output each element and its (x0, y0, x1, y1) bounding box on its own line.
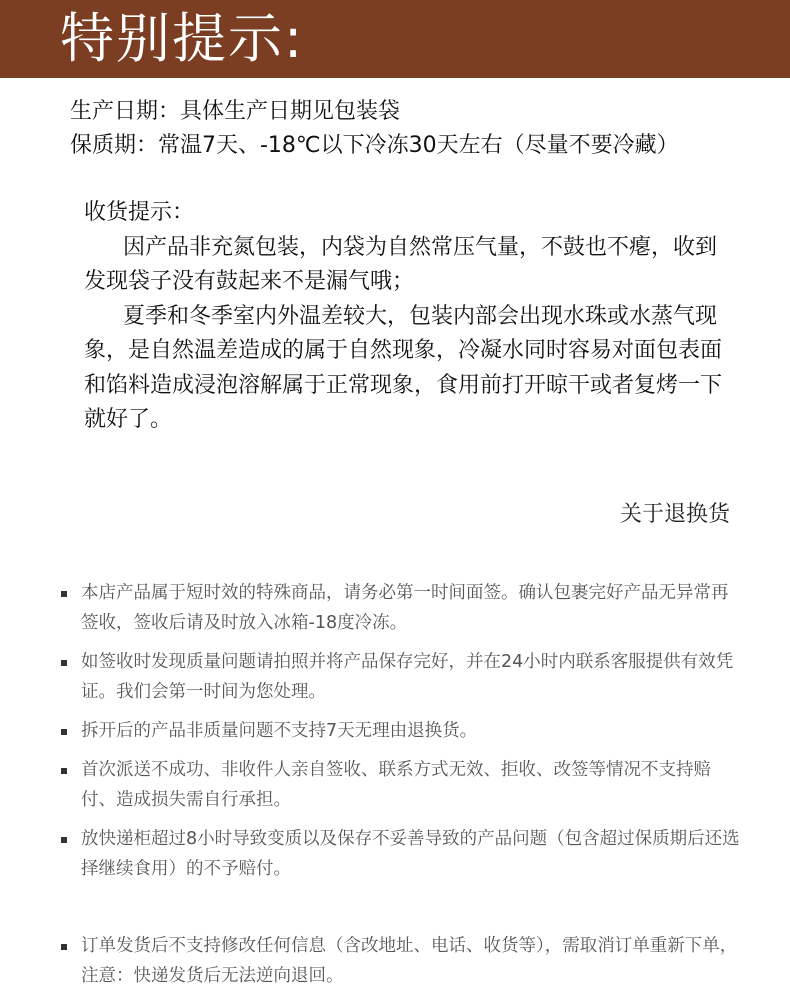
list-item-text: 首次派送不成功、非收件人亲自签收、联系方式无效、拒收、改签等情况不支持赔付、造成损失需自行承担。 (81, 760, 711, 810)
returns-policy-list (60, 578, 740, 1000)
receiving-notice-heading: 收货提示： (84, 200, 195, 225)
header-banner (0, 0, 790, 78)
receiving-notice-paragraph: 夏季和冬季室内外温差较大，包装内部会出现水珠或水蒸气现象，是自然温差造成的属于自然现象，冷凝水同时容易对面包表面和馅料造成浸泡溶解属于正常现象，食用前打开晾干或者复烤一下就好了。 (84, 303, 723, 432)
list-item-text: 如签收时发现质量问题请拍照并将产品保存完好，并在24小时内联系客服提供有效凭证。我们会第一时间为您处理。 (81, 652, 734, 702)
list-item (60, 578, 740, 638)
page-title: 特别提示: (60, 7, 305, 70)
list-item (60, 755, 740, 815)
list-item-text: 本店产品属于短时效的特殊商品，请务必第一时间面签。确认包裹完好产品无异常再签收，签收后请及时放入冰箱-18度冷冻。 (81, 583, 729, 633)
list-item-text: 订单发货后不支持修改任何信息（含改地址、电话、收货等），需取消订单重新下单，注意：快递发货后无法逆向退回。 (81, 936, 738, 986)
square-bullet-icon (61, 768, 67, 774)
list-item (60, 824, 740, 884)
returns-section-title: 关于退换货 (619, 502, 730, 527)
square-bullet-icon (61, 729, 67, 735)
square-bullet-icon (61, 944, 67, 950)
square-bullet-icon (61, 591, 67, 597)
list-item (60, 716, 740, 746)
list-item-text: 放快递柜超过8小时导致变质以及保存不妥善导致的产品问题（包含超过保质期后还选择继续食用）的不予赔付。 (81, 829, 740, 879)
shelf-life-text: 保质期：常温7天、-18℃以下冷冻30天左右（尽量不要冷藏） (70, 133, 679, 158)
list-item (60, 931, 740, 991)
square-bullet-icon (61, 660, 67, 666)
receiving-notice (84, 196, 730, 438)
receiving-notice-paragraph: 因产品非充氮包装，内袋为自然常压气量，不鼓也不瘪，收到发现袋子没有鼓起来不是漏气哦； (84, 234, 718, 294)
list-item-text: 拆开后的产品非质量问题不支持7天无理由退换货。 (81, 721, 478, 741)
list-item (60, 647, 740, 707)
production-date-text: 生产日期：具体生产日期见包装袋 (70, 99, 401, 124)
square-bullet-icon (61, 837, 67, 843)
